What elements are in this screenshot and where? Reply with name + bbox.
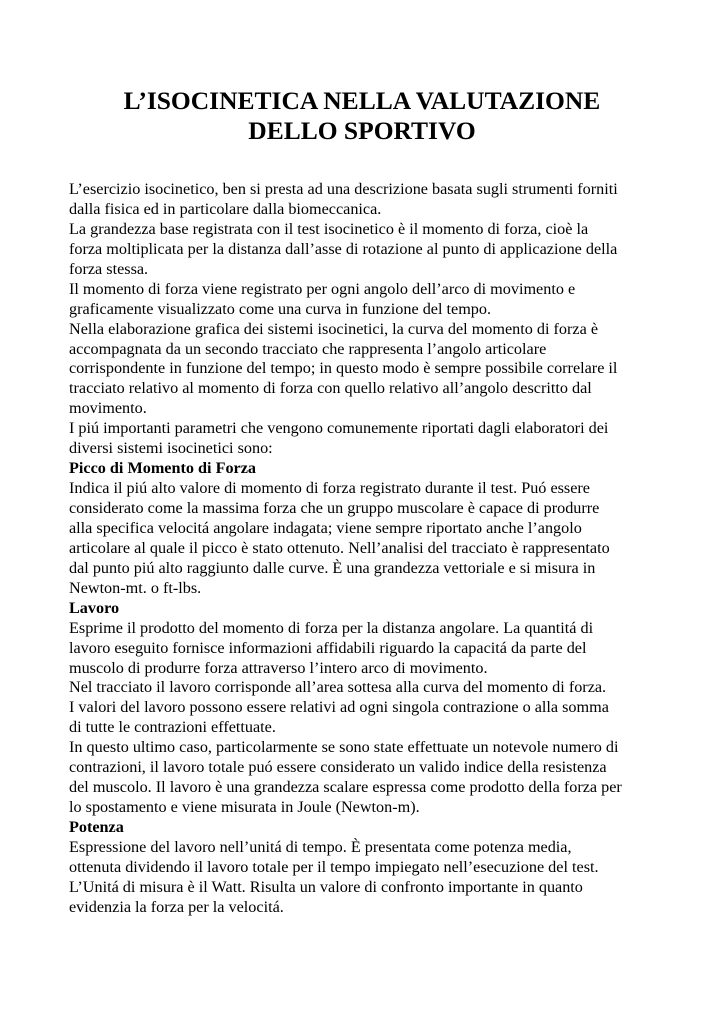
paragraph-line: In questo ultimo caso, particolarmente se sono state effettuate un notevole numero di: [69, 738, 619, 757]
paragraph-line: I piú importanti parametri che vengono comunemente riportati dagli elaboratori dei: [69, 419, 609, 438]
paragraph-line: forza stessa.: [69, 259, 149, 278]
paragraph-line: tracciato relativo al momento di forza con quello relativo all’angolo descritto dal: [69, 379, 592, 398]
paragraph-line: di tutte le contrazioni effettuate.: [69, 718, 276, 737]
paragraph-line: articolare al quale il picco è stato ottenuto. Nell’analisi del tracciato è rappresentato: [69, 538, 610, 557]
paragraph-line: I valori del lavoro possono essere relativi ad ogni singola contrazione o alla somma: [69, 698, 609, 717]
paragraph-line: diversi sistemi isocinetici sono:: [69, 439, 273, 458]
paragraph-line: lo spostamento e viene misurata in Joule (Newton-m).: [69, 798, 420, 817]
paragraph-line: dalla fisica ed in particolare dalla biomeccanica.: [69, 199, 382, 218]
paragraph-line: evidenzia la forza per la velocitá.: [69, 897, 284, 916]
paragraph-line: muscolo di produrre forza attraverso l’intero arco di movimento.: [69, 658, 488, 677]
paragraph-line: movimento.: [69, 399, 147, 418]
paragraph-line: lavoro eseguito fornisce informazioni affidabili riguardo la capacitá da parte del: [69, 638, 587, 657]
paragraph-line: Espressione del lavoro nell’unitá di tempo. È presentata come potenza media,: [69, 837, 572, 856]
paragraph-line: Nella elaborazione grafica dei sistemi isocinetici, la curva del momento di forza è: [69, 319, 599, 338]
paragraph-line: Indica il piú alto valore di momento di forza registrato durante il test. Puó essere: [69, 479, 590, 498]
paragraph-line: dal punto piú alto raggiunto dalle curve. È una grandezza vettoriale e si misura in: [69, 558, 596, 577]
section-heading: Picco di Momento di Forza: [69, 459, 257, 478]
document-body: [69, 180, 669, 918]
paragraph-line: considerato come la massima forza che un gruppo muscolare è capace di produrre: [69, 499, 600, 517]
paragraph-line: ottenuta dividendo il lavoro totale per il tempo impiegato nell’esecuzione del test.: [69, 857, 599, 876]
paragraph-line: forza moltiplicata per la distanza dall’asse di rotazione al punto di applicazione della: [69, 239, 618, 258]
section-heading: Lavoro: [69, 598, 120, 617]
paragraph-line: corrispondente in funzione del tempo; in questo modo è sempre possibile correlare il: [69, 359, 618, 378]
paragraph-line: L’Unitá di misura è il Watt. Risulta un valore di confronto importante in quanto: [69, 877, 583, 896]
title-line: DELLO SPORTIVO: [248, 116, 476, 145]
paragraph-line: graficamente visualizzato come una curva in funzione del tempo.: [69, 299, 492, 318]
paragraph-line: contrazioni, il lavoro totale puó essere considerato un valido indice della resistenza: [69, 758, 607, 777]
paragraph-line: La grandezza base registrata con il test isocinetico è il momento di forza, cioè la: [69, 219, 589, 238]
section-heading: Potenza: [69, 818, 124, 836]
paragraph-line: Esprime il prodotto del momento di forza per la distanza angolare. La quantitá di: [69, 618, 594, 637]
paragraph-line: accompagnata da un secondo tracciato che rappresenta l’angolo articolare: [69, 339, 547, 358]
paragraph-line: Newton-mt. o ft-lbs.: [69, 578, 202, 597]
paragraph-line: Nel tracciato il lavoro corrisponde all’area sottesa alla curva del momento di forza.: [69, 678, 607, 697]
paragraph-line: L’esercizio isocinetico, ben si presta ad una descrizione basata sugli strumenti forniti: [69, 180, 618, 198]
paragraph-line: del muscolo. Il lavoro è una grandezza scalare espressa come prodotto della forza per: [69, 778, 622, 797]
paragraph-line: Il momento di forza viene registrato per ogni angolo dell’arco di movimento e: [69, 279, 576, 298]
page-title: [60, 86, 664, 146]
paragraph-line: alla specifica velocitá angolare indagata; viene sempre riportato anche l’angolo: [69, 518, 582, 537]
title-line: L’ISOCINETICA NELLA VALUTAZIONE: [123, 86, 601, 115]
